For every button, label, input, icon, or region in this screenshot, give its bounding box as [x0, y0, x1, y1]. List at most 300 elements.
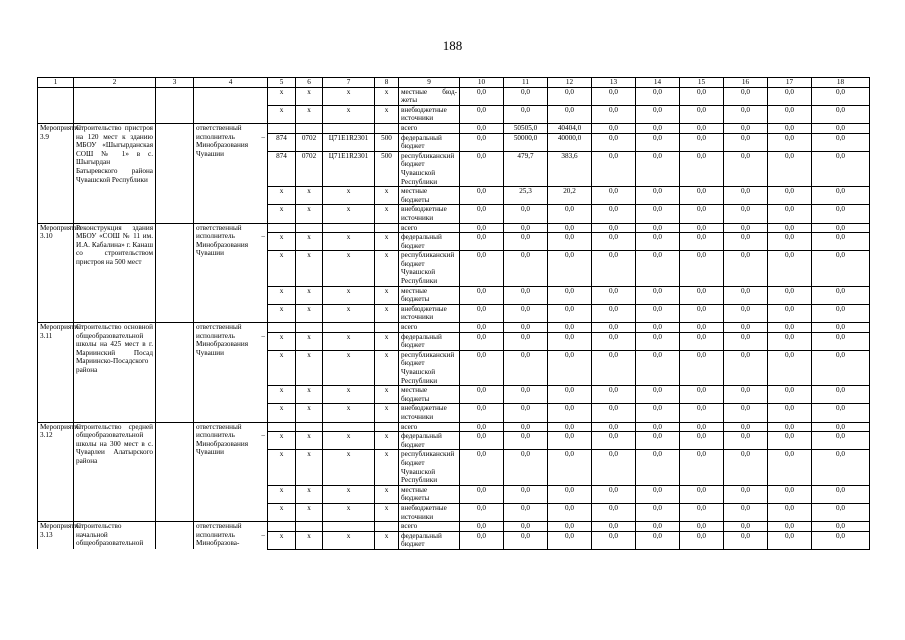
amount-cell: 0,0: [768, 251, 812, 286]
table-row: [38, 422, 870, 432]
amount-cell: 0,0: [680, 404, 724, 422]
amount-cell: 0,0: [680, 87, 724, 105]
amount-cell: 0,0: [812, 251, 870, 286]
table-row: [38, 323, 870, 333]
amount-cell: 0,0: [768, 386, 812, 404]
amount-cell: 0,0: [460, 450, 504, 485]
amount-cell: 0,0: [460, 187, 504, 205]
code-c8: x: [375, 531, 399, 549]
empty-cell: [156, 123, 194, 223]
amount-cell: 0,0: [504, 286, 548, 304]
amount-cell: 0,0: [548, 386, 592, 404]
code-c6: x: [296, 105, 323, 123]
funding-source: республиканский бюджет Чувашской Республики: [399, 151, 460, 186]
amount-cell: 20,2: [548, 187, 592, 205]
amount-cell: 0,0: [812, 187, 870, 205]
code-c7: x: [323, 286, 375, 304]
code-c6: x: [296, 187, 323, 205]
amount-cell: 0,0: [460, 223, 504, 233]
amount-cell: 0,0: [504, 350, 548, 385]
amount-cell: 0,0: [504, 205, 548, 223]
empty-cell: [194, 87, 268, 123]
column-number: 5: [268, 78, 296, 88]
measure-description: Строительство основной общеобразовательной школы на 425 мест в г. Мариинский Посад Мариинско-Посадского района: [74, 323, 156, 423]
amount-cell: 0,0: [504, 251, 548, 286]
amount-cell: 0,0: [592, 332, 636, 350]
code-c5: 874: [268, 133, 296, 151]
measure-description: Реконструкция здания МБОУ «СОШ № 11 им. И.А. Кабалина» г. Канаш со строительством пристроя на 500 мест: [74, 223, 156, 323]
amount-cell: 0,0: [460, 422, 504, 432]
code-c8: x: [375, 251, 399, 286]
amount-cell: 0,0: [680, 105, 724, 123]
amount-cell: 0,0: [592, 350, 636, 385]
amount-cell: 0,0: [592, 304, 636, 322]
code-c7: x: [323, 251, 375, 286]
amount-cell: 0,0: [548, 105, 592, 123]
code-c6: [296, 422, 323, 432]
amount-cell: 0,0: [592, 233, 636, 251]
amount-cell: 0,0: [504, 233, 548, 251]
amount-cell: 0,0: [768, 522, 812, 532]
amount-cell: 0,0: [724, 87, 768, 105]
code-c8: x: [375, 105, 399, 123]
amount-cell: 0,0: [460, 87, 504, 105]
code-c8: 500: [375, 151, 399, 186]
amount-cell: 0,0: [636, 286, 680, 304]
funding-source: всего: [399, 223, 460, 233]
code-c5: x: [268, 485, 296, 503]
amount-cell: 0,0: [724, 233, 768, 251]
amount-cell: 0,0: [812, 404, 870, 422]
code-c7: [323, 422, 375, 432]
amount-cell: 0,0: [680, 432, 724, 450]
column-number: 3: [156, 78, 194, 88]
amount-cell: 0,0: [548, 323, 592, 333]
code-c6: 0702: [296, 133, 323, 151]
amount-cell: 0,0: [680, 251, 724, 286]
measure-name: Мероприятие 3.10: [38, 223, 74, 323]
amount-cell: 0,0: [680, 151, 724, 186]
amount-cell: 0,0: [724, 522, 768, 532]
amount-cell: 0,0: [812, 304, 870, 322]
code-c6: x: [296, 432, 323, 450]
amount-cell: 0,0: [592, 386, 636, 404]
amount-cell: 0,0: [504, 332, 548, 350]
amount-cell: 0,0: [812, 432, 870, 450]
column-number: 18: [812, 78, 870, 88]
code-c7: x: [323, 332, 375, 350]
amount-cell: 0,0: [504, 485, 548, 503]
amount-cell: 0,0: [460, 233, 504, 251]
amount-cell: 0,0: [724, 386, 768, 404]
code-c7: x: [323, 450, 375, 485]
amount-cell: 0,0: [768, 350, 812, 385]
amount-cell: 0,0: [812, 485, 870, 503]
code-c5: x: [268, 432, 296, 450]
funding-source: федеральный бюджет: [399, 432, 460, 450]
executor: ответственный исполнитель – Минобразова-: [194, 522, 268, 550]
amount-cell: 0,0: [724, 422, 768, 432]
amount-cell: 0,0: [768, 187, 812, 205]
amount-cell: 0,0: [724, 323, 768, 333]
amount-cell: 0,0: [460, 350, 504, 385]
code-c6: x: [296, 450, 323, 485]
code-c5: x: [268, 187, 296, 205]
amount-cell: 0,0: [636, 531, 680, 549]
amount-cell: 0,0: [636, 386, 680, 404]
amount-cell: 0,0: [460, 105, 504, 123]
code-c6: 0702: [296, 151, 323, 186]
amount-cell: 0,0: [680, 503, 724, 521]
code-c6: x: [296, 304, 323, 322]
executor: ответственный исполнитель – Минобразования Чувашии: [194, 223, 268, 323]
code-c5: [268, 123, 296, 133]
header-row: [38, 78, 870, 88]
amount-cell: 0,0: [460, 485, 504, 503]
funding-source: республиканский бюджет Чувашской Республики: [399, 350, 460, 385]
amount-cell: 0,0: [768, 422, 812, 432]
amount-cell: 0,0: [768, 531, 812, 549]
amount-cell: 25,3: [504, 187, 548, 205]
funding-source: всего: [399, 323, 460, 333]
column-number: 2: [74, 78, 156, 88]
amount-cell: 0,0: [636, 123, 680, 133]
amount-cell: 0,0: [592, 223, 636, 233]
empty-cell: [156, 223, 194, 323]
amount-cell: 0,0: [812, 133, 870, 151]
amount-cell: 0,0: [592, 531, 636, 549]
amount-cell: 0,0: [636, 422, 680, 432]
empty-cell: [74, 87, 156, 123]
amount-cell: 0,0: [680, 386, 724, 404]
code-c6: x: [296, 205, 323, 223]
amount-cell: 0,0: [636, 350, 680, 385]
amount-cell: 0,0: [768, 151, 812, 186]
amount-cell: 0,0: [636, 522, 680, 532]
amount-cell: 0,0: [812, 332, 870, 350]
amount-cell: 0,0: [812, 503, 870, 521]
amount-cell: 0,0: [460, 332, 504, 350]
funding-source: всего: [399, 123, 460, 133]
amount-cell: 0,0: [636, 233, 680, 251]
funding-source: местные бюджеты: [399, 386, 460, 404]
amount-cell: 0,0: [460, 522, 504, 532]
amount-cell: 0,0: [636, 251, 680, 286]
code-c6: x: [296, 503, 323, 521]
column-number: 7: [323, 78, 375, 88]
code-c7: x: [323, 105, 375, 123]
code-c8: x: [375, 187, 399, 205]
measure-description: Строительство начальной общеобразовательной: [74, 522, 156, 550]
code-c5: x: [268, 304, 296, 322]
amount-cell: 0,0: [460, 432, 504, 450]
table-row: [38, 522, 870, 532]
amount-cell: 0,0: [504, 105, 548, 123]
amount-cell: 0,0: [724, 123, 768, 133]
amount-cell: 0,0: [680, 332, 724, 350]
amount-cell: 0,0: [460, 323, 504, 333]
code-c5: x: [268, 350, 296, 385]
amount-cell: 0,0: [768, 105, 812, 123]
executor: ответственный исполнитель – Минобразования Чувашии: [194, 422, 268, 522]
amount-cell: 0,0: [504, 87, 548, 105]
code-c7: x: [323, 205, 375, 223]
amount-cell: 0,0: [504, 386, 548, 404]
amount-cell: 0,0: [724, 450, 768, 485]
amount-cell: 0,0: [636, 323, 680, 333]
code-c7: x: [323, 404, 375, 422]
amount-cell: 0,0: [680, 133, 724, 151]
measure-name: Мероприятие 3.12: [38, 422, 74, 522]
code-c8: x: [375, 503, 399, 521]
funding-source: внебюджетные источники: [399, 404, 460, 422]
code-c7: x: [323, 503, 375, 521]
funding-source: внебюджетные источники: [399, 304, 460, 322]
amount-cell: 0,0: [724, 105, 768, 123]
amount-cell: 0,0: [460, 251, 504, 286]
amount-cell: 0,0: [768, 233, 812, 251]
amount-cell: 0,0: [680, 286, 724, 304]
code-c6: x: [296, 332, 323, 350]
code-c5: [268, 522, 296, 532]
amount-cell: 0,0: [504, 223, 548, 233]
code-c7: x: [323, 87, 375, 105]
amount-cell: 0,0: [768, 450, 812, 485]
amount-cell: 0,0: [548, 450, 592, 485]
code-c8: x: [375, 87, 399, 105]
code-c7: [323, 522, 375, 532]
code-c5: x: [268, 233, 296, 251]
amount-cell: 0,0: [768, 133, 812, 151]
code-c8: x: [375, 386, 399, 404]
code-c7: x: [323, 233, 375, 251]
code-c7: Ц71Е1R2301: [323, 133, 375, 151]
amount-cell: 0,0: [636, 485, 680, 503]
amount-cell: 0,0: [724, 251, 768, 286]
amount-cell: 0,0: [768, 404, 812, 422]
funding-source: федеральный бюджет: [399, 531, 460, 549]
amount-cell: 0,0: [460, 123, 504, 133]
column-number: 9: [399, 78, 460, 88]
measure-description: Строительство пристроя на 120 мест к зданию МБОУ «Шыгырданская СОШ № 1» в с. Шыгырдан Батыревского района Чувашской Республики: [74, 123, 156, 223]
amount-cell: 479,7: [504, 151, 548, 186]
amount-cell: 0,0: [812, 323, 870, 333]
amount-cell: 0,0: [460, 205, 504, 223]
measure-name: Мероприятие 3.13: [38, 522, 74, 550]
amount-cell: 0,0: [768, 87, 812, 105]
amount-cell: 0,0: [460, 386, 504, 404]
amount-cell: 0,0: [636, 450, 680, 485]
funding-source: внебюджетные источники: [399, 503, 460, 521]
code-c5: x: [268, 286, 296, 304]
amount-cell: 0,0: [460, 151, 504, 186]
amount-cell: 0,0: [504, 432, 548, 450]
code-c6: x: [296, 251, 323, 286]
code-c7: Ц71Е1R2301: [323, 151, 375, 186]
amount-cell: 0,0: [768, 123, 812, 133]
amount-cell: 0,0: [592, 404, 636, 422]
amount-cell: 0,0: [548, 233, 592, 251]
amount-cell: 0,0: [680, 304, 724, 322]
amount-cell: 0,0: [680, 450, 724, 485]
amount-cell: 0,0: [504, 404, 548, 422]
code-c8: x: [375, 286, 399, 304]
column-number: 17: [768, 78, 812, 88]
code-c6: x: [296, 386, 323, 404]
amount-cell: 0,0: [636, 332, 680, 350]
amount-cell: 0,0: [724, 432, 768, 450]
amount-cell: 0,0: [812, 422, 870, 432]
amount-cell: 0,0: [592, 323, 636, 333]
amount-cell: 0,0: [592, 432, 636, 450]
amount-cell: 0,0: [724, 286, 768, 304]
amount-cell: 0,0: [548, 286, 592, 304]
code-c5: x: [268, 386, 296, 404]
code-c7: x: [323, 386, 375, 404]
code-c6: x: [296, 286, 323, 304]
amount-cell: 0,0: [768, 304, 812, 322]
amount-cell: 0,0: [680, 485, 724, 503]
code-c6: x: [296, 531, 323, 549]
amount-cell: 40404,0: [548, 123, 592, 133]
column-number: 4: [194, 78, 268, 88]
amount-cell: 0,0: [812, 151, 870, 186]
amount-cell: 0,0: [812, 87, 870, 105]
column-number: 14: [636, 78, 680, 88]
code-c8: 500: [375, 133, 399, 151]
amount-cell: 0,0: [768, 286, 812, 304]
amount-cell: 0,0: [504, 522, 548, 532]
amount-cell: 0,0: [680, 233, 724, 251]
amount-cell: 0,0: [812, 233, 870, 251]
code-c8: [375, 123, 399, 133]
amount-cell: 0,0: [548, 350, 592, 385]
amount-cell: 0,0: [680, 522, 724, 532]
code-c5: x: [268, 87, 296, 105]
code-c6: x: [296, 404, 323, 422]
empty-cell: [156, 323, 194, 423]
code-c8: x: [375, 205, 399, 223]
amount-cell: 0,0: [812, 522, 870, 532]
amount-cell: 0,0: [724, 332, 768, 350]
funding-source: местные бюджеты: [399, 485, 460, 503]
measure-name: Мероприятие 3.9: [38, 123, 74, 223]
amount-cell: 0,0: [812, 450, 870, 485]
amount-cell: 0,0: [460, 531, 504, 549]
executor: ответственный исполнитель – Минобразования Чувашии: [194, 323, 268, 423]
amount-cell: 0,0: [812, 223, 870, 233]
code-c8: [375, 323, 399, 333]
column-number: 8: [375, 78, 399, 88]
amount-cell: 0,0: [768, 323, 812, 333]
funding-source: всего: [399, 522, 460, 532]
code-c8: x: [375, 233, 399, 251]
amount-cell: 0,0: [592, 187, 636, 205]
amount-cell: 0,0: [724, 485, 768, 503]
amount-cell: 0,0: [724, 350, 768, 385]
code-c5: [268, 422, 296, 432]
amount-cell: 0,0: [680, 422, 724, 432]
column-number: 16: [724, 78, 768, 88]
page-number: 188: [442, 38, 463, 53]
amount-cell: 0,0: [724, 187, 768, 205]
code-c5: x: [268, 251, 296, 286]
amount-cell: 0,0: [636, 205, 680, 223]
funding-source: республиканский бюджет Чувашской Республики: [399, 450, 460, 485]
amount-cell: 0,0: [548, 304, 592, 322]
code-c8: x: [375, 450, 399, 485]
amount-cell: 0,0: [460, 133, 504, 151]
empty-cell: [38, 87, 74, 123]
funding-source: внебюджетные источники: [399, 105, 460, 123]
amount-cell: 0,0: [592, 522, 636, 532]
amount-cell: 0,0: [592, 450, 636, 485]
funding-source: местные бюджеты: [399, 187, 460, 205]
empty-cell: [156, 87, 194, 123]
amount-cell: 0,0: [548, 531, 592, 549]
amount-cell: 50000,0: [504, 133, 548, 151]
code-c8: x: [375, 485, 399, 503]
amount-cell: 383,6: [548, 151, 592, 186]
amount-cell: 50505,0: [504, 123, 548, 133]
code-c5: x: [268, 332, 296, 350]
table-row: [38, 123, 870, 133]
amount-cell: 0,0: [680, 350, 724, 385]
measure-description: Строительство средней общеобразовательной школы на 300 мест в с. Чуварлеи Алатырского района: [74, 422, 156, 522]
amount-cell: 0,0: [768, 205, 812, 223]
funding-source: республиканский бюджет Чувашской Республики: [399, 251, 460, 286]
code-c5: x: [268, 404, 296, 422]
amount-cell: 0,0: [548, 422, 592, 432]
amount-cell: 0,0: [768, 332, 812, 350]
amount-cell: 0,0: [636, 87, 680, 105]
amount-cell: 0,0: [636, 304, 680, 322]
empty-cell: [156, 422, 194, 522]
column-number: 10: [460, 78, 504, 88]
amount-cell: 0,0: [592, 503, 636, 521]
code-c6: x: [296, 485, 323, 503]
amount-cell: 0,0: [592, 123, 636, 133]
column-number: 11: [504, 78, 548, 88]
amount-cell: 0,0: [504, 503, 548, 521]
amount-cell: 0,0: [548, 205, 592, 223]
amount-cell: 0,0: [724, 531, 768, 549]
column-number: 15: [680, 78, 724, 88]
code-c8: [375, 223, 399, 233]
funding-source: всего: [399, 422, 460, 432]
amount-cell: 0,0: [768, 485, 812, 503]
code-c8: x: [375, 404, 399, 422]
amount-cell: 40000,0: [548, 133, 592, 151]
code-c5: x: [268, 450, 296, 485]
amount-cell: 0,0: [592, 251, 636, 286]
code-c8: x: [375, 332, 399, 350]
amount-cell: 0,0: [548, 332, 592, 350]
amount-cell: 0,0: [812, 350, 870, 385]
amount-cell: 0,0: [812, 123, 870, 133]
amount-cell: 0,0: [724, 404, 768, 422]
executor: ответственный исполнитель – Минобразования Чувашии: [194, 123, 268, 223]
amount-cell: 0,0: [636, 151, 680, 186]
column-number: 1: [38, 78, 74, 88]
amount-cell: 0,0: [724, 503, 768, 521]
amount-cell: 0,0: [548, 432, 592, 450]
amount-cell: 0,0: [592, 485, 636, 503]
code-c7: x: [323, 187, 375, 205]
code-c7: x: [323, 485, 375, 503]
code-c7: [323, 123, 375, 133]
amount-cell: 0,0: [592, 286, 636, 304]
